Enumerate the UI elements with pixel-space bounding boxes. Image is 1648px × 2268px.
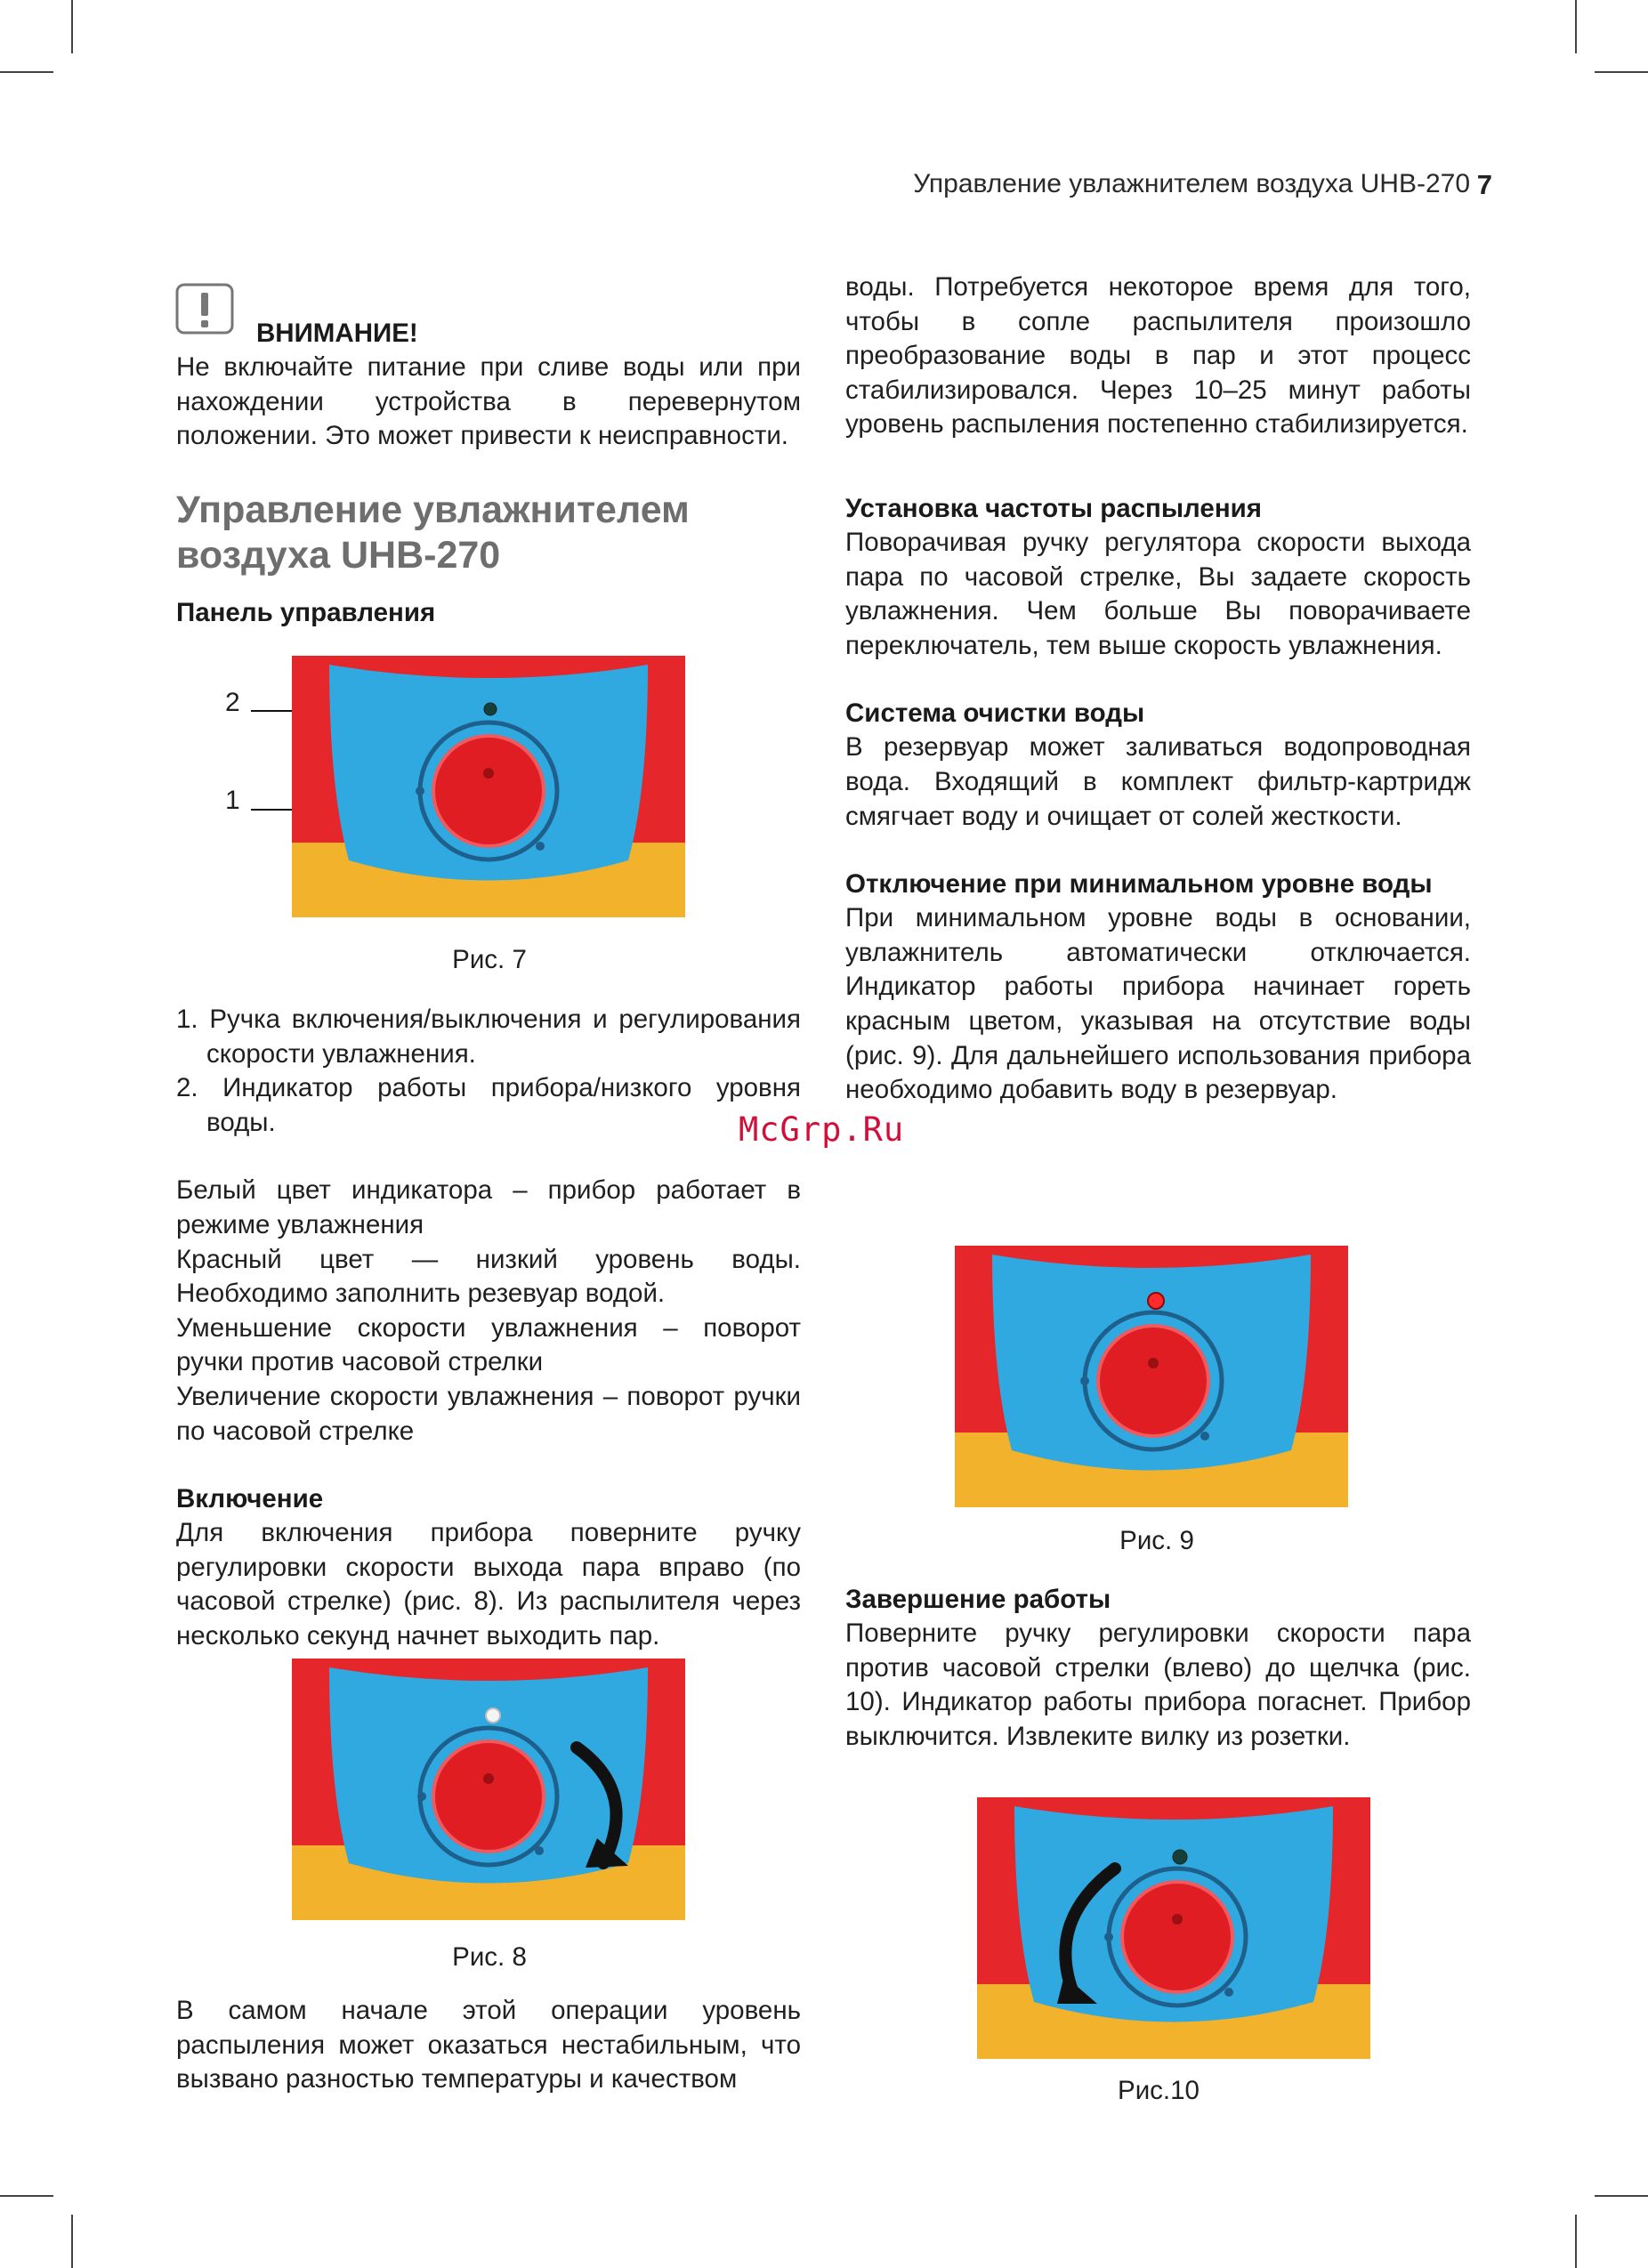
left-column-bottom (176, 1994, 801, 2097)
power-on-text: Для включения прибора поверните ручку регулировки скорости выхода пара вправо (по часовой стрелке) (рис. 8). Из распылителя через несколько секунд начнет выходить пар. (176, 1518, 801, 1651)
running-header: Управление увлажнителем воздуха UHB-270 (913, 169, 1470, 198)
panel-heading: Панель управления (176, 597, 436, 627)
figure-8-caption: Рис. 8 (452, 1942, 527, 1972)
figure-10-caption: Рис.10 (1118, 2076, 1200, 2105)
indicator-red-text: Красный цвет — низкий уровень воды. Необходимо заполнить резевуар водой. (176, 1244, 801, 1309)
page-number: 7 (1476, 169, 1492, 200)
right-column (845, 270, 1471, 1108)
indicator-white-text: Белый цвет индикатора – прибор работает в режиме увлажнения (176, 1175, 801, 1239)
callout-2-label: 2 (225, 688, 240, 717)
section-title-line2: воздуха UHB-270 (176, 533, 501, 577)
power-on-after-text: В самом начале этой операции уровень распыления может оказаться нестабильным, что вызвано разностью температуры и качеством (176, 1996, 801, 2094)
left-column (176, 317, 801, 630)
continuation-text: воды. Потребуется некоторое время для того, чтобы в сопле распылителя произошло преобразование воды в пар и этот процесс стабилизировался. Через 10–25 минут работы уровень распыления постепенно стабилизируется. (845, 272, 1471, 440)
crop-mark (0, 2195, 53, 2197)
callout-1-label: 1 (225, 786, 240, 815)
figure-9-caption: Рис. 9 (1119, 1526, 1194, 1555)
figure-9-low-water (955, 1246, 1348, 1507)
crop-mark (1595, 2195, 1648, 2197)
speed-increase-text: Увеличение скорости увлажнения – поворот ручки по часовой стрелке (176, 1381, 801, 1446)
water-cleaning-heading: Система очистки воды (845, 698, 1145, 729)
figure-8-turn-clockwise (292, 1659, 685, 1920)
frequency-text: Поворачивая ручку регулятора скорости выхода пара по часовой стрелке, Вы задаете скорость увлажнения. Чем больше Вы поворачиваете переключатель, тем выше скорость увлажнения. (845, 527, 1471, 660)
crop-mark (71, 2215, 73, 2268)
left-column-body (176, 1003, 801, 1654)
power-on-heading: Включение (176, 1484, 324, 1514)
shutdown-text: Поверните ручку регулировки скорости пара против часовой стрелки (влево) до щелчка (рис. 10). Индикатор работы прибора погаснет. Прибор выключится. Извлеките вилку из розетки. (845, 1618, 1471, 1751)
panel-legend-list (176, 1003, 801, 1140)
crop-mark (1575, 2215, 1577, 2268)
watermark: McGrp.Ru (739, 1110, 905, 1149)
low-water-text: При минимальном уровне воды в основании, увлажнитель автоматически отключается. Индикатор работы прибора начинает гореть красным цветом, указывая на отсутствие воды (рис. 9). Для дальнейшего использования прибора необходимо добавить воду в резервуар. (845, 903, 1471, 1105)
list-item: 2. Индикатор работы прибора/низкого уровня воды. (176, 1073, 801, 1137)
crop-mark (1575, 0, 1577, 53)
section-title-line1: Управление увлажнителем (176, 488, 690, 531)
list-item: 1. Ручка включения/выключения и регулирования скорости увлажнения. (176, 1005, 801, 1069)
right-column-bottom (845, 1583, 1471, 1754)
figure-10-turn-counterclockwise (977, 1797, 1370, 2059)
water-cleaning-text: В резервуар может заливаться водопроводная вода. Входящий в комплект фильтр-картридж смягчает воду и очищает от солей жесткости. (845, 732, 1471, 831)
shutdown-heading: Завершение работы (845, 1585, 1111, 1614)
speed-decrease-text: Уменьшение скорости увлажнения – поворот ручки против часовой стрелки (176, 1312, 801, 1377)
frequency-heading: Установка частоты распыления (845, 493, 1262, 523)
figure-7-control-panel (292, 656, 685, 917)
crop-mark (0, 71, 53, 73)
crop-mark (1595, 71, 1648, 73)
figure-7-caption: Рис. 7 (452, 945, 527, 974)
crop-mark (71, 0, 73, 53)
warning-text: Не включайте питание при сливе воды или при нахождении устройства в перевернутом положении. Это может привести к неисправности. (176, 352, 801, 451)
low-water-heading: Отключение при минимальном уровне воды (845, 869, 1433, 900)
warning-title: ВНИМАНИЕ! (256, 319, 418, 348)
